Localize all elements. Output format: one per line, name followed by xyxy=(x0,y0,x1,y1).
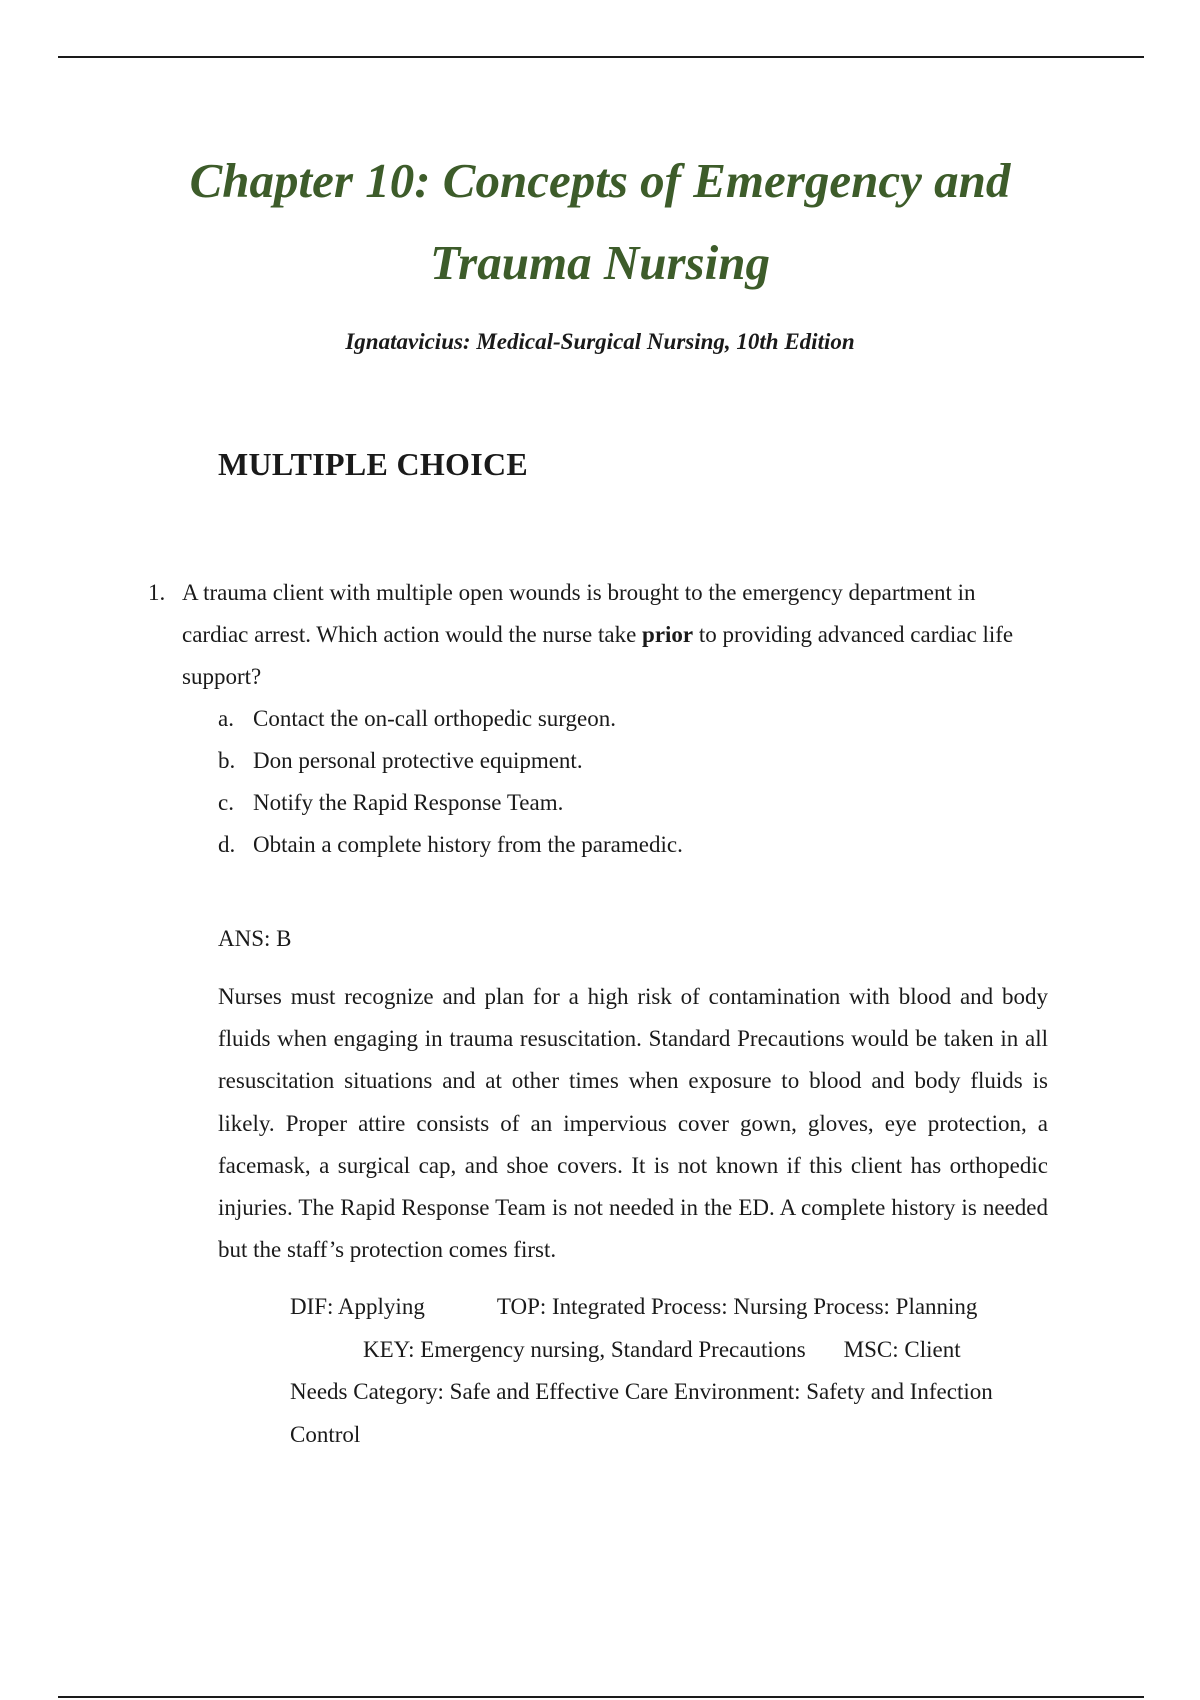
stem-emphasis: prior xyxy=(642,622,694,647)
option-letter: d. xyxy=(218,832,236,857)
question-number: 1. xyxy=(148,580,166,605)
meta-row-2 xyxy=(290,1329,1060,1372)
meta-row-3: Needs Category: Safe and Effective Care Environment: Safety and Infection xyxy=(290,1379,993,1404)
option-text: Contact the on-call orthopedic surgeon. xyxy=(253,706,617,731)
question-metadata xyxy=(290,1286,1060,1456)
topic-label: TOP: Integrated Process: Nursing Process: Planning xyxy=(496,1294,978,1319)
answer-options xyxy=(148,698,1048,866)
chapter-title xyxy=(0,140,1200,304)
top-rule xyxy=(58,56,1144,58)
option-letter: c. xyxy=(218,790,234,815)
answer-rationale: Nurses must recognize and plan for a high risk of contamination with blood and body fluids when engaging in trauma resuscitation. Standard Precautions would be taken in all resuscitation situations and at other times when exposure to blood and body fluids is likely. Proper attire consists of an impervious cover gown, gloves, eye protection, a facemask, a surgical cap, and shoe covers. It is not known if this client has orthopedic injuries. The Rapid Response Team is not needed in the ED. A complete history is needed but the staff’s protection comes first. xyxy=(218,984,1048,1263)
book-subtitle: Ignatavicius: Medical-Surgical Nursing, 10th Edition xyxy=(345,329,855,354)
option-c xyxy=(218,782,1048,824)
option-letter: b. xyxy=(218,748,236,773)
stem-text-after: to providing advanced cardiac life support? xyxy=(182,622,1014,689)
meta-row-1 xyxy=(290,1286,1060,1329)
section-heading: MULTIPLE CHOICE xyxy=(218,446,529,482)
chapter-title-line-1: Chapter 10: Concepts of Emergency and xyxy=(189,153,1011,208)
chapter-title-line-2: Trauma Nursing xyxy=(430,235,770,290)
option-text: Don personal protective equipment. xyxy=(253,748,583,773)
option-text: Obtain a complete history from the paramedic. xyxy=(253,832,683,857)
option-d xyxy=(218,824,1048,866)
difficulty-label: DIF: Applying xyxy=(290,1294,425,1319)
stem-text-before: A trauma client with multiple open wounds is brought to the emergency department in cardiac arrest. Which action would the nurse take xyxy=(182,580,976,647)
bottom-rule xyxy=(58,1696,1144,1698)
question-stem xyxy=(182,572,1022,698)
keywords-label: KEY: Emergency nursing, Standard Precautions xyxy=(363,1336,806,1362)
option-letter: a. xyxy=(218,706,234,731)
meta-row-4: Control xyxy=(290,1421,361,1447)
option-b xyxy=(218,740,1048,782)
question-1 xyxy=(148,572,1048,866)
option-text: Notify the Rapid Response Team. xyxy=(253,790,564,815)
answer-key: ANS: B xyxy=(218,926,292,951)
msc-label: MSC: Client xyxy=(843,1336,961,1362)
option-a xyxy=(218,698,1048,740)
